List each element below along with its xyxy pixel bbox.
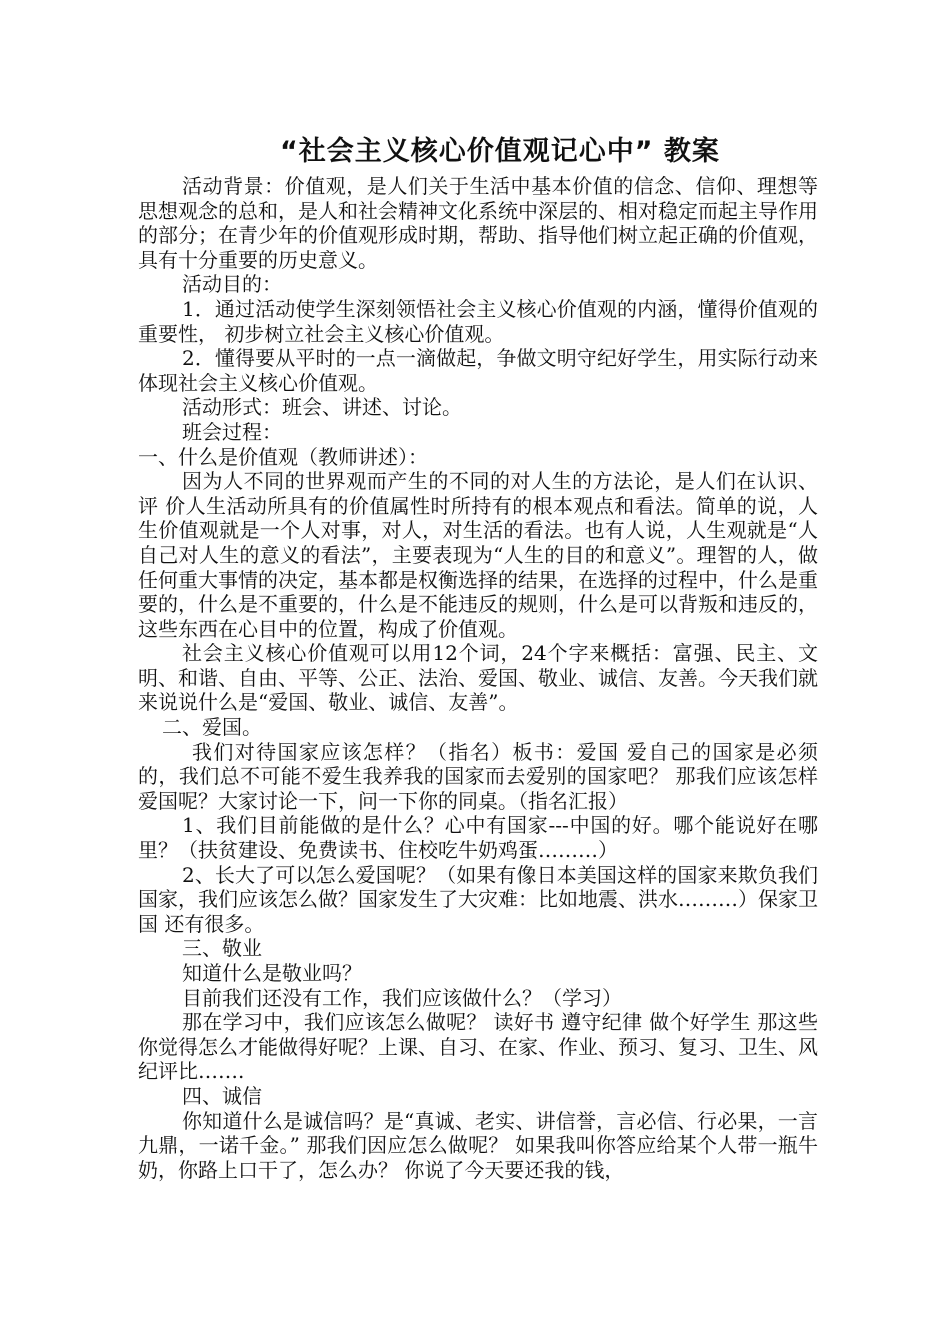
paragraph: 因为人不同的世界观而产生的不同的对人生的方法论，是人们在认识、评 价人生活动所具有的价值属性时所持有的根本观点和看法。简单的说，人生价值观就是一个人对事，对人，对生活的看法。也有人说，人生观就是“人自己对人生的意义的看法”，主要表现为“人生的目的和意义”。理智的人，做任何重大事情的决定，基本都是权衡选择的结果，在选择的过程中，什么是重要的，什么是不重要的，什么是不能违反的规则，什么是可以背叛和违反的，这些东西在心目中的位置，构成了价值观。 (138, 469, 818, 641)
paragraph: 知道什么是敬业吗？ (182, 961, 362, 985)
paragraph: 我们对待国家应该怎样？（指名）板书：爱国 爱自己的国家是必须的，我们总不可能不爱生我养我的国家而去爱别的国家吧？ 那我们应该怎样爱国呢？大家讨论一下，问一下你的同桌。（指名汇报） (138, 739, 818, 813)
paragraph: 1、我们目前能做的是什么？心中有国家---中国的好。哪个能说好在哪里？（扶贫建设、免费读书、住校吃牛奶鸡蛋………） (138, 813, 818, 863)
paragraph: 活动目的： (182, 272, 282, 297)
paragraph: 一、什么是价值观（教师讲述）： (138, 444, 428, 469)
paragraph: 四、诚信 (182, 1083, 262, 1108)
paragraph: 班会过程： (182, 419, 282, 444)
paragraph: 社会主义核心价值观可以用12个词，24个字来概括：富强、民主、文明、和谐、自由、平等、公正、法治、爱国、敬业、诚信、友善。今天我们就来说说什么是“爱国、敬业、诚信、友善”。 (138, 641, 818, 715)
paragraph: 目前我们还没有工作，我们应该做什么？（学习） (182, 985, 622, 1010)
document-page (138, 130, 818, 1182)
paragraph: 活动形式：班会、讲述、讨论。 (182, 395, 462, 420)
paragraph: 三、敬业 (182, 936, 262, 961)
document-title: “社会主义核心价值观记心中” 教案 (280, 136, 720, 167)
paragraph: 2．懂得要从平时的一点一滴做起，争做文明守纪好学生，用实际行动来体现社会主义核心价值观。 (138, 346, 818, 395)
paragraph: 那在学习中，我们应该怎么做呢？ 读好书 遵守纪律 做个好学生 那这些你觉得怎么才能做得好呢？上课、自习、在家、作业、预习、复习、卫生、风纪评比……. (138, 1010, 818, 1084)
document-body (138, 174, 818, 1182)
paragraph: 你知道什么是诚信吗？是“真诚、老实、讲信誉，言必信、行必果，一言九鼎，一诺千金。” 那我们因应怎么做呢？ 如果我叫你答应给某个人带一瓶牛奶，你路上口干了，怎么办？ 你说了今天要还我的钱， (138, 1108, 818, 1182)
paragraph: 活动背景：价值观，是人们关于生活中基本价值的信念、信仰、理想等思想观念的总和，是人和社会精神文化系统中深层的、相对稳定而起主导作用的部分；在青少年的价值观形成时期，帮助、指导他们树立起正确的价值观，具有十分重要的历史意义。 (138, 174, 818, 272)
paragraph: 2、长大了可以怎么爱国呢？（如果有像日本美国这样的国家来欺负我们国家，我们应该怎么做？国家发生了大灾难：比如地震、洪水………）保家卫国 还有很多。 (138, 862, 818, 936)
paragraph: 二、爱国。 (162, 715, 262, 740)
paragraph: 1．通过活动使学生深刻领悟社会主义核心价值观的内涵，懂得价值观的重要性， 初步树立社会主义核心价值观。 (138, 296, 818, 346)
